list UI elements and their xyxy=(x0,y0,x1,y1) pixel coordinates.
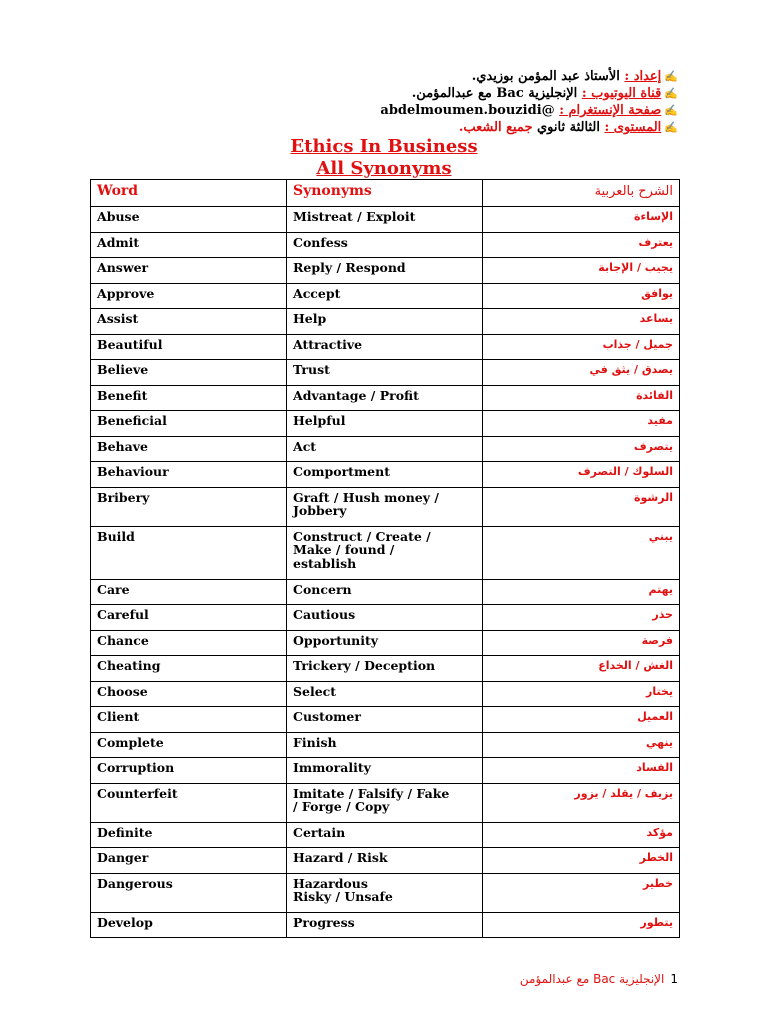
table-row xyxy=(91,707,680,733)
table-row xyxy=(91,848,680,874)
synonym-line: Act xyxy=(293,438,317,454)
synonyms-cell xyxy=(287,707,483,733)
synonyms-cell xyxy=(287,462,483,488)
synonyms-cell xyxy=(287,258,483,284)
synonym-line: Comportment xyxy=(293,464,390,479)
synonym-line: Immorality xyxy=(293,760,371,775)
synonyms-cell xyxy=(287,526,483,579)
table-row xyxy=(91,758,680,784)
arabic-cell: يعترف xyxy=(483,232,680,258)
arabic-cell: ينهي xyxy=(483,732,680,758)
word-cell: Approve xyxy=(91,283,287,309)
arabic-cell: الرشوة xyxy=(483,487,680,526)
table-row xyxy=(91,334,680,360)
table-row xyxy=(91,656,680,682)
header-arabic: الشرح بالعربية xyxy=(483,180,680,207)
table-row xyxy=(91,436,680,462)
synonym-line: Progress xyxy=(293,914,355,930)
synonyms-cell xyxy=(287,360,483,386)
pencil-icon: ✍ xyxy=(664,104,678,117)
table-row xyxy=(91,283,680,309)
arabic-cell: العميل xyxy=(483,707,680,733)
header-line-youtube: ✍قناة اليوتيوب : الإنجليزية Bac مع عبدالمؤمن. xyxy=(411,86,678,101)
header-info xyxy=(78,68,678,136)
word-cell: Care xyxy=(91,579,287,605)
synonym-line: Accept xyxy=(293,285,341,301)
arabic-cell: يزيف / يقلد / يزور xyxy=(483,783,680,822)
table-row xyxy=(91,605,680,631)
synonyms-cell xyxy=(287,783,483,822)
arabic-cell: الغش / الخداع xyxy=(483,656,680,682)
table-row xyxy=(91,822,680,848)
synonyms-cell xyxy=(287,681,483,707)
arabic-cell: جميل / جذاب xyxy=(483,334,680,360)
arabic-cell: فرصة xyxy=(483,630,680,656)
synonym-line: Concern xyxy=(293,581,352,597)
word-cell: Believe xyxy=(91,360,287,386)
synonyms-cell xyxy=(287,656,483,682)
synonym-line: Certain xyxy=(293,824,346,840)
pencil-icon: ✍ xyxy=(664,87,678,100)
table-row xyxy=(91,258,680,284)
synonyms-cell xyxy=(287,436,483,462)
word-cell: Counterfeit xyxy=(91,783,287,822)
synonyms-cell xyxy=(287,207,483,233)
arabic-cell: الخطر xyxy=(483,848,680,874)
table-row xyxy=(91,873,680,912)
page-title: Ethics In Business xyxy=(290,136,478,157)
word-cell: Answer xyxy=(91,258,287,284)
synonym-line: Trust xyxy=(293,362,330,377)
table-row xyxy=(91,385,680,411)
arabic-cell: خطير xyxy=(483,873,680,912)
word-cell: Dangerous xyxy=(91,873,287,912)
synonyms-cell xyxy=(287,309,483,335)
synonym-line: Construct / Create / xyxy=(293,528,431,544)
table-row xyxy=(91,411,680,437)
arabic-cell: يجيب / الإجابة xyxy=(483,258,680,284)
synonym-line: Finish xyxy=(293,734,337,750)
arabic-cell: يبني xyxy=(483,526,680,579)
word-cell: Abuse xyxy=(91,207,287,233)
table-row xyxy=(91,579,680,605)
table-row xyxy=(91,207,680,233)
arabic-cell: يتطور xyxy=(483,912,680,938)
word-cell: Assist xyxy=(91,309,287,335)
table-row xyxy=(91,912,680,938)
synonyms-cell xyxy=(287,732,483,758)
arabic-cell: يساعد xyxy=(483,309,680,335)
table-row xyxy=(91,309,680,335)
word-cell: Corruption xyxy=(91,758,287,784)
synonym-line: Mistreat / Exploit xyxy=(293,209,416,224)
synonym-line: Opportunity xyxy=(293,632,379,648)
synonym-line: Help xyxy=(293,311,327,326)
word-cell: Behave xyxy=(91,436,287,462)
synonyms-cell xyxy=(287,579,483,605)
table-row xyxy=(91,487,680,526)
table-header-row xyxy=(91,180,680,207)
synonyms-cell xyxy=(287,912,483,938)
synonym-line: Customer xyxy=(293,709,361,724)
synonym-line: Reply / Respond xyxy=(293,260,406,275)
table-row xyxy=(91,360,680,386)
word-cell: Choose xyxy=(91,681,287,707)
word-cell: Client xyxy=(91,707,287,733)
synonym-line: Graft / Hush money / xyxy=(293,489,439,505)
synonyms-cell xyxy=(287,411,483,437)
synonyms-cell xyxy=(287,232,483,258)
table-row xyxy=(91,681,680,707)
word-cell: Chance xyxy=(91,630,287,656)
word-cell: Admit xyxy=(91,232,287,258)
word-cell: Bribery xyxy=(91,487,287,526)
arabic-cell: مؤكد xyxy=(483,822,680,848)
synonyms-cell xyxy=(287,630,483,656)
table-row xyxy=(91,783,680,822)
word-cell: Behaviour xyxy=(91,462,287,488)
synonym-line: Jobbery xyxy=(293,503,347,518)
word-cell: Beautiful xyxy=(91,334,287,360)
synonym-line: Confess xyxy=(293,234,348,250)
arabic-cell: الإساءة xyxy=(483,207,680,233)
synonyms-cell xyxy=(287,487,483,526)
word-cell: Build xyxy=(91,526,287,579)
synonyms-table xyxy=(90,179,680,938)
word-cell: Definite xyxy=(91,822,287,848)
page-footer xyxy=(520,972,678,986)
header-line-instagram: ✍صفحة الإنستغرام : @abdelmoumen.bouzidi xyxy=(380,103,678,118)
synonym-line: Imitate / Falsify / Fake xyxy=(293,785,450,801)
footer-text: الإنجليزية Bac مع عبدالمؤمن xyxy=(519,972,665,986)
synonym-line: Attractive xyxy=(293,336,363,352)
word-cell: Cheating xyxy=(91,656,287,682)
synonym-line: Cautious xyxy=(293,607,356,622)
synonym-line: Trickery / Deception xyxy=(293,658,436,673)
synonyms-cell xyxy=(287,758,483,784)
arabic-cell: الفساد xyxy=(483,758,680,784)
synonym-line: Hazardous xyxy=(293,875,368,891)
arabic-cell: يوافق xyxy=(483,283,680,309)
page-number: 1 xyxy=(670,972,678,986)
synonym-line: Advantage / Profit xyxy=(293,387,419,403)
table-row xyxy=(91,462,680,488)
pencil-icon: ✍ xyxy=(664,121,678,134)
table-row xyxy=(91,732,680,758)
synonyms-cell xyxy=(287,283,483,309)
synonym-line: / Forge / Copy xyxy=(293,799,390,814)
arabic-cell: يهتم xyxy=(483,579,680,605)
synonym-line: Make / found / xyxy=(293,542,395,557)
synonyms-cell xyxy=(287,385,483,411)
word-cell: Complete xyxy=(91,732,287,758)
synonym-line: Hazard / Risk xyxy=(293,850,388,865)
header-synonyms: Synonyms xyxy=(287,180,483,207)
arabic-cell: الفائدة xyxy=(483,385,680,411)
synonym-line: establish xyxy=(293,555,357,571)
word-cell: Benefit xyxy=(91,385,287,411)
arabic-cell: السلوك / التصرف xyxy=(483,462,680,488)
synonyms-cell xyxy=(287,848,483,874)
arabic-cell: مفيد xyxy=(483,411,680,437)
synonyms-cell xyxy=(287,605,483,631)
page-subtitle: All Synonyms xyxy=(316,158,452,179)
synonym-line: Helpful xyxy=(293,413,346,428)
word-cell: Danger xyxy=(91,848,287,874)
arabic-cell: يصدق / يثق في xyxy=(483,360,680,386)
synonyms-cell xyxy=(287,822,483,848)
header-line-author: ✍إعداد : الأستاذ عبد المؤمن بوزيدي. xyxy=(471,69,678,84)
arabic-cell: يختار xyxy=(483,681,680,707)
synonyms-cell xyxy=(287,873,483,912)
word-cell: Beneficial xyxy=(91,411,287,437)
synonym-line: Select xyxy=(293,683,337,699)
header-word: Word xyxy=(91,180,287,207)
arabic-cell: حذر xyxy=(483,605,680,631)
synonym-line: Risky / Unsafe xyxy=(293,889,393,904)
table-row xyxy=(91,232,680,258)
header-line-level: ✍المستوى : الثالثة ثانوي جميع الشعب. xyxy=(458,120,678,135)
arabic-cell: يتصرف xyxy=(483,436,680,462)
word-cell: Develop xyxy=(91,912,287,938)
table-row xyxy=(91,630,680,656)
word-cell: Careful xyxy=(91,605,287,631)
table-row xyxy=(91,526,680,579)
synonyms-cell xyxy=(287,334,483,360)
pencil-icon: ✍ xyxy=(664,70,678,83)
